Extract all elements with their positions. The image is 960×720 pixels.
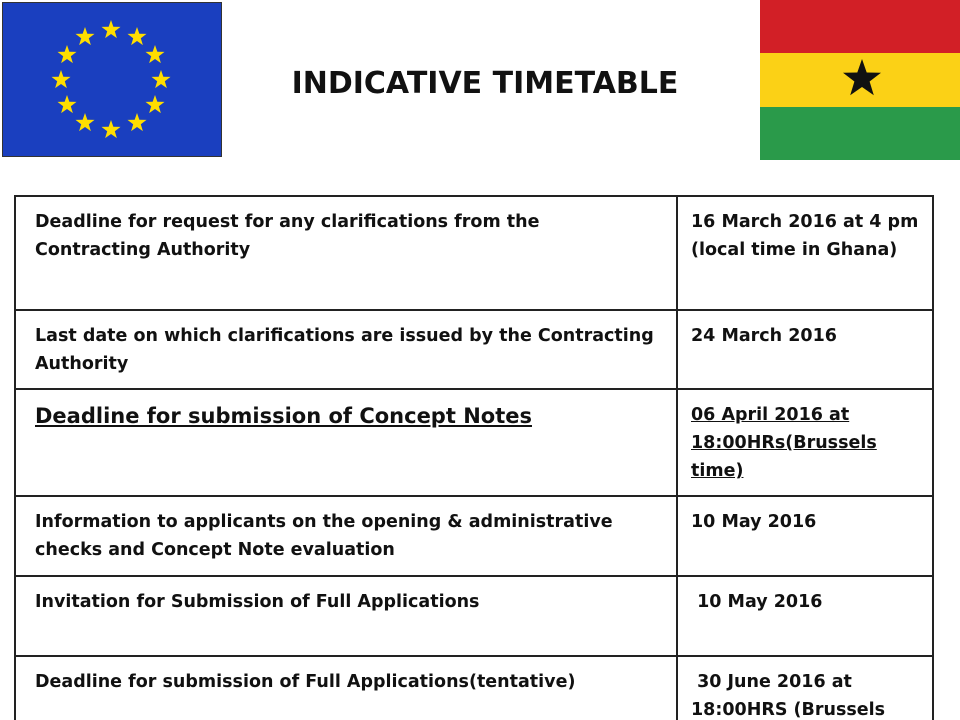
eu-stars-icon bbox=[3, 3, 221, 156]
date-cell: 10 May 2016 bbox=[677, 576, 933, 656]
ghana-green-band bbox=[760, 107, 960, 160]
concept-notes-deadline-label: Deadline for submission of Concept Notes bbox=[35, 404, 532, 428]
date-cell-highlight bbox=[677, 389, 933, 496]
date-cell: 24 March 2016 bbox=[677, 310, 933, 389]
timetable bbox=[14, 195, 934, 720]
ghana-flag bbox=[760, 0, 960, 160]
table-row bbox=[15, 496, 933, 576]
table-row bbox=[15, 196, 933, 310]
eu-flag bbox=[2, 2, 222, 157]
page-title: INDICATIVE TIMETABLE bbox=[291, 66, 679, 101]
date-cell: 16 March 2016 at 4 pm (local time in Ghana) bbox=[677, 196, 933, 310]
concept-notes-deadline-date: 06 April 2016 at 18:00HRs(Brussels time) bbox=[691, 405, 877, 481]
event-cell: Deadline for request for any clarifications from the Contracting Authority bbox=[15, 196, 677, 310]
event-cell: Deadline for submission of Full Applications(tentative) bbox=[15, 656, 677, 720]
black-star-icon bbox=[840, 57, 884, 101]
date-cell: 30 June 2016 at 18:00HRS (Brussels bbox=[677, 656, 933, 720]
ghana-red-band bbox=[760, 0, 960, 53]
date-cell: 10 May 2016 bbox=[677, 496, 933, 576]
event-cell: Last date on which clarifications are issued by the Contracting Authority bbox=[15, 310, 677, 389]
event-cell: Invitation for Submission of Full Applications bbox=[15, 576, 677, 656]
table-row bbox=[15, 310, 933, 389]
event-cell-highlight bbox=[15, 389, 677, 496]
table-row bbox=[15, 656, 933, 720]
table-row bbox=[15, 389, 933, 496]
table-row bbox=[15, 576, 933, 656]
event-cell: Information to applicants on the opening & administrative checks and Concept Note evaluation bbox=[15, 496, 677, 576]
